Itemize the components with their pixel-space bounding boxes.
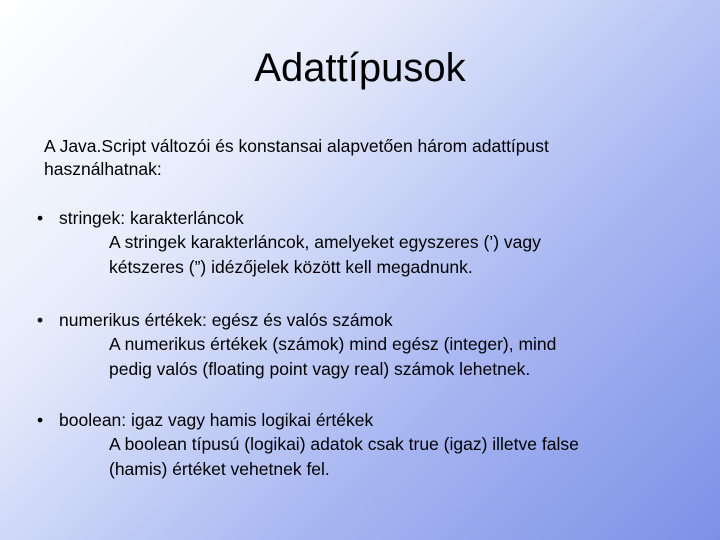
description-line: A boolean típusú (logikai) adatok csak true (igaz) illetve false <box>109 434 579 454</box>
bullet-heading: boolean: igaz vagy hamis logikai értékek <box>59 410 374 430</box>
description-line: (hamis) értéket vehetnek fel. <box>109 459 330 479</box>
bullet-heading: numerikus értékek: egész és valós számok <box>59 310 393 330</box>
description-line: A numerikus értékek (számok) mind egész (integer), mind <box>109 334 557 354</box>
description-line: pedig valós (floating point vagy real) számok lehetnek. <box>109 359 531 379</box>
intro-line: A Java.Script változói és konstansai alapvetően három adattípust <box>44 136 549 156</box>
intro-line: használhatnak: <box>44 159 162 179</box>
bullet-icon: • <box>37 410 44 430</box>
bullet-section-boolean <box>37 409 687 482</box>
slide-title: Adattípusok <box>254 46 466 90</box>
description-line: A stringek karakterláncok, amelyeket egyszeres (’) vagy <box>109 232 541 252</box>
description-line: kétszeres (”) idézőjelek között kell megadnunk. <box>109 257 473 277</box>
bullet-icon: • <box>37 310 44 330</box>
bullet-description <box>109 432 649 482</box>
bullet-section-numbers <box>37 309 687 382</box>
bullet-description <box>109 332 649 382</box>
intro-paragraph <box>44 135 684 181</box>
bullet-section-strings <box>37 207 687 280</box>
bullet-heading: stringek: karakterláncok <box>59 208 244 228</box>
bullet-icon: • <box>37 208 44 228</box>
bullet-description <box>109 230 649 280</box>
